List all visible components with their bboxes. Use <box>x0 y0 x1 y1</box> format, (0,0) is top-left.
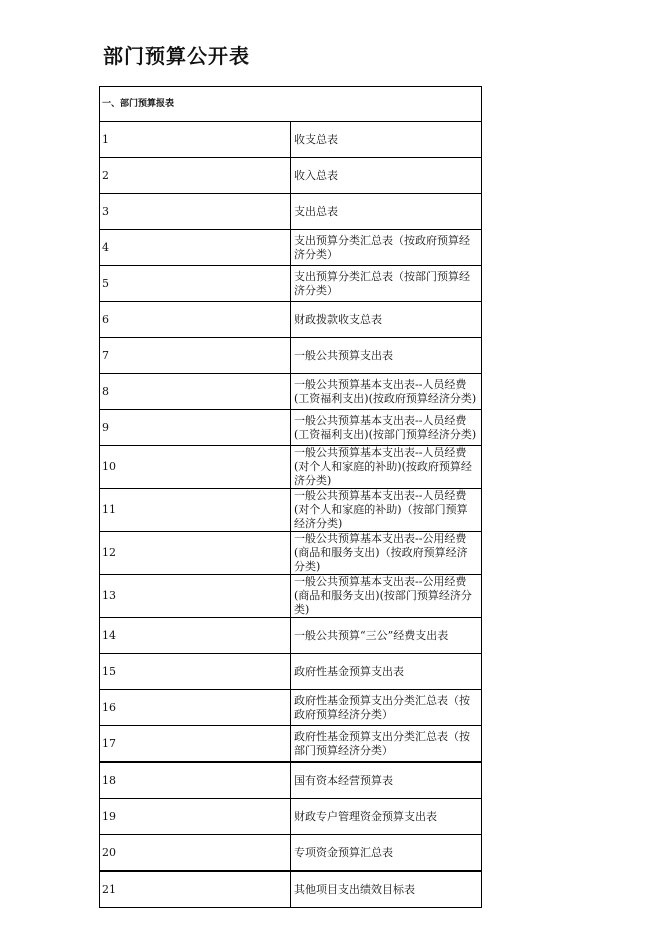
table-row <box>100 654 482 690</box>
row-number: 10 <box>100 446 291 489</box>
report-name: 一般公共预算基本支出表--公用经费(商品和服务支出)（按政府预算经济分类) <box>291 532 482 575</box>
table-row <box>100 158 482 194</box>
table-row <box>100 532 482 575</box>
table-row <box>100 799 482 835</box>
report-name: 一般公共预算基本支出表--人员经费(对个人和家庭的补助)（按部门预算经济分类) <box>291 489 482 532</box>
page-title: 部门预算公开表 <box>103 44 250 68</box>
table-row <box>100 410 482 446</box>
row-number: 7 <box>100 338 291 374</box>
report-name: 政府性基金预算支出分类汇总表（按政府预算经济分类） <box>291 690 482 726</box>
row-number: 8 <box>100 374 291 410</box>
row-number: 9 <box>100 410 291 446</box>
table-row <box>100 374 482 410</box>
table-row <box>100 690 482 726</box>
report-name: 一般公共预算基本支出表--公用经费(商品和服务支出)(按部门预算经济分类) <box>291 575 482 618</box>
row-number: 21 <box>100 871 291 908</box>
row-number: 13 <box>100 575 291 618</box>
table-row <box>100 122 482 158</box>
row-number: 19 <box>100 799 291 835</box>
table-row <box>100 835 482 872</box>
report-name: 政府性基金预算支出分类汇总表（按部门预算经济分类） <box>291 726 482 763</box>
budget-report-table <box>99 86 482 908</box>
row-number: 2 <box>100 158 291 194</box>
report-name: 收入总表 <box>291 158 482 194</box>
row-number: 15 <box>100 654 291 690</box>
table-row <box>100 871 482 908</box>
report-name: 一般公共预算基本支出表--人员经费(工资福利支出)(按部门预算经济分类) <box>291 410 482 446</box>
report-name: 财政拨款收支总表 <box>291 302 482 338</box>
row-number: 6 <box>100 302 291 338</box>
report-name: 支出预算分类汇总表（按政府预算经济分类） <box>291 230 482 266</box>
table-row <box>100 230 482 266</box>
report-name: 收支总表 <box>291 122 482 158</box>
section-header: 一、部门预算报表 <box>100 87 482 122</box>
table-row <box>100 194 482 230</box>
report-name: 一般公共预算基本支出表--人员经费(工资福利支出)(按政府预算经济分类) <box>291 374 482 410</box>
report-name: 一般公共预算支出表 <box>291 338 482 374</box>
report-name: 财政专户管理资金预算支出表 <box>291 799 482 835</box>
table-row <box>100 489 482 532</box>
row-number: 4 <box>100 230 291 266</box>
row-number: 17 <box>100 726 291 763</box>
row-number: 12 <box>100 532 291 575</box>
table-row <box>100 446 482 489</box>
row-number: 1 <box>100 122 291 158</box>
table-row <box>100 302 482 338</box>
report-name: 支出预算分类汇总表（按部门预算经济分类） <box>291 266 482 302</box>
table-row <box>100 338 482 374</box>
section-header-row <box>100 87 482 122</box>
table-row <box>100 266 482 302</box>
report-name: 一般公共预算基本支出表--人员经费(对个人和家庭的补助)(按政府预算经济分类) <box>291 446 482 489</box>
report-name: 政府性基金预算支出表 <box>291 654 482 690</box>
report-name: 专项资金预算汇总表 <box>291 835 482 872</box>
row-number: 16 <box>100 690 291 726</box>
table-row <box>100 575 482 618</box>
table-row <box>100 618 482 654</box>
report-name: 国有资本经营预算表 <box>291 762 482 799</box>
row-number: 14 <box>100 618 291 654</box>
row-number: 5 <box>100 266 291 302</box>
row-number: 18 <box>100 762 291 799</box>
table-row <box>100 762 482 799</box>
report-name: 一般公共预算“三公”经费支出表 <box>291 618 482 654</box>
row-number: 11 <box>100 489 291 532</box>
report-name: 支出总表 <box>291 194 482 230</box>
table-row <box>100 726 482 763</box>
row-number: 20 <box>100 835 291 872</box>
row-number: 3 <box>100 194 291 230</box>
report-name: 其他项目支出绩效目标表 <box>291 871 482 908</box>
